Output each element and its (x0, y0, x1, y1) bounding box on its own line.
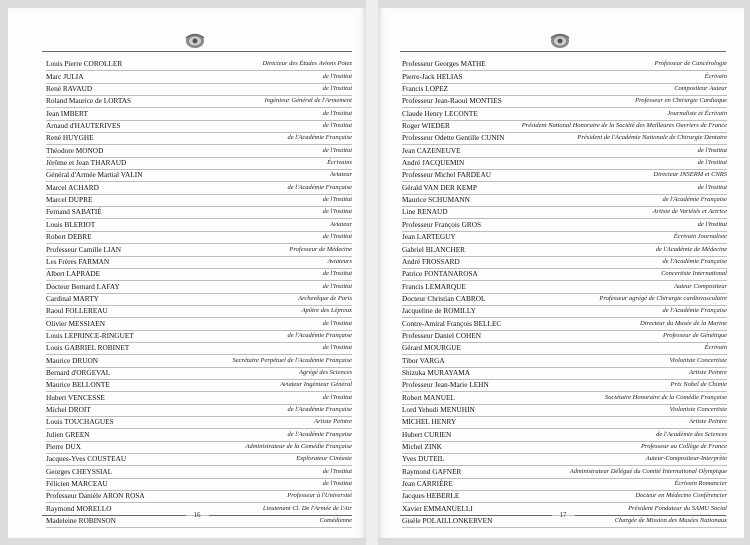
right-page (378, 8, 744, 538)
list-item (46, 158, 352, 170)
honoree-name: Patrice FONTANAROSA (402, 269, 478, 279)
honoree-name: Marcel ACHARD (46, 182, 99, 192)
honoree-name: Jacques-Yves COUSTEAU (46, 454, 127, 464)
honoree-title: de l'Institut (322, 344, 352, 352)
honoree-name: Robert MANUEL (402, 392, 455, 402)
honoree-title: Écrivain Romancier (674, 480, 727, 488)
honoree-name: Louis BLERIOT (46, 219, 96, 229)
honoree-title: de l'Institut (322, 467, 352, 475)
list-item (402, 454, 727, 466)
honoree-title: Artiste Peintre (689, 418, 727, 426)
honoree-title: Ingénieur Général de l'Armement (264, 97, 352, 105)
honoree-title: Violoniste Concertiste (669, 356, 727, 364)
list-item (46, 417, 352, 429)
list-item (46, 232, 352, 244)
list-item (46, 331, 352, 343)
honoree-name: Jean IMBERT (46, 108, 88, 118)
honoree-title: Président National Honoraire de la Société des Meilleures Ouvriers de France (521, 122, 727, 130)
honoree-name: Théodore MONOD (46, 145, 104, 155)
honoree-title: de l'Institut (322, 196, 352, 204)
list-item (402, 417, 727, 429)
list-item (402, 269, 727, 281)
list-item (402, 294, 727, 306)
list-item (46, 429, 352, 441)
honoree-name: Professeur Jean-Raoul MONTIES (402, 96, 502, 106)
honoree-name: Raoul FOLLEREAU (46, 306, 108, 316)
honoree-title: Écrivains (327, 159, 352, 167)
honoree-name: Marc JULIA (46, 71, 84, 81)
list-item (402, 145, 727, 157)
list-item (46, 170, 352, 182)
honoree-title: de l'Institut (322, 122, 352, 130)
honoree-name: Raymond GAFNER (402, 466, 462, 476)
honoree-name: Professeur Georges MATHE (402, 59, 486, 69)
honoree-title: Archevêque de Paris (298, 294, 352, 302)
honoree-name: Louis TOUCHAGUES (46, 417, 114, 427)
honoree-name: Tibor VARGA (402, 355, 445, 365)
honoree-title: de l'Institut (322, 480, 352, 488)
honoree-title: de l'Institut (697, 146, 727, 154)
honoree-title: de l'Académie Française (287, 405, 352, 413)
honoree-name: Hubert CURIEN (402, 429, 452, 439)
honoree-name: Professeur Daniel COHEN (402, 330, 482, 340)
honoree-title: Professeur de Génétique (662, 331, 727, 339)
honoree-name: René RAVAUD (46, 84, 93, 94)
page-number: 17 (559, 511, 567, 519)
honoree-name: André JACQUEMIN (402, 158, 465, 168)
honoree-name: Professeur Odette Gentille CUNIN (402, 133, 505, 143)
list-item (46, 244, 352, 256)
honoree-name: Docteur Christian CABROL (402, 293, 486, 303)
list-item (46, 133, 352, 145)
honoree-title: Chargée de Mission des Musées Nationaux (614, 517, 727, 525)
list-item (402, 392, 727, 404)
honoree-title: Prix Nobel de Chimie (670, 381, 727, 389)
honoree-title: Professeur au Collège de France (640, 443, 727, 450)
honoree-title: Artiste Peintre (314, 418, 352, 426)
honoree-name: Gabriel BLANCHER (402, 244, 466, 254)
list-item (402, 257, 727, 269)
honoree-title: de l'Institut (322, 282, 352, 290)
list-item (402, 219, 727, 231)
honoree-name: Michel DROIT (46, 404, 91, 414)
honoree-name: Arnaud d'HAUTERIVES (46, 121, 121, 131)
list-item (402, 84, 727, 96)
honoree-title: Lieutenant Cl. De l'Armée de l'Air (262, 504, 352, 512)
honoree-title: de l'Académie Française (662, 196, 727, 204)
honoree-name: Jean LARTEGUY (402, 232, 456, 242)
honoree-name: Albert LAPRADE (46, 269, 101, 279)
honoree-name: Professeur Michel FARDEAU (402, 170, 492, 180)
honoree-title: de l'Institut (322, 146, 352, 154)
list-item (402, 232, 727, 244)
honoree-name: André FROSSARD (402, 256, 460, 266)
list-item (46, 343, 352, 355)
honoree-name: Georges CHEYSSIAL (46, 466, 113, 476)
list-item (402, 182, 727, 194)
page-footer (400, 510, 726, 520)
honoree-title: Concertiste International (661, 270, 727, 278)
list-item (402, 195, 727, 207)
list-item (46, 59, 352, 71)
honoree-title: de l'Institut (322, 85, 352, 93)
list-item (46, 145, 352, 157)
honoree-title: Écrivain (704, 72, 727, 80)
list-item (402, 442, 727, 454)
list-item (402, 318, 727, 330)
honoree-title: Administrateur de la Comédie Française (245, 443, 352, 450)
footer-rule (575, 515, 727, 516)
honoree-title: de l'Institut (322, 233, 352, 241)
list-item (46, 392, 352, 404)
list-item (46, 84, 352, 96)
honoree-name: Jacqueline de ROMILLY (402, 306, 476, 316)
list-item (402, 96, 727, 108)
honoree-title: Agrégé des Sciences (298, 368, 352, 376)
honoree-title: de l'Académie Française (287, 183, 352, 191)
honoree-title: Explorateur Cinéaste (296, 455, 352, 463)
honoree-name: Louis GABRIEL ROBINET (46, 343, 130, 353)
honoree-name: Général d'Armée Martial VALIN (46, 170, 143, 180)
honoree-name: Madeleine ROBINSON (46, 516, 116, 526)
honoree-name: Gérard MOURGUE (402, 343, 461, 353)
honoree-name: Pierre-Jack HELIAS (402, 71, 463, 81)
list-item (46, 318, 352, 330)
honoree-name: Professeur François GROS (402, 219, 482, 229)
honoree-title: Professeur en Chirurgie Cardiaque (635, 97, 727, 105)
honoree-name: Professeur Jean-Marie LEHN (402, 380, 489, 390)
honoree-name: Maurice BELLONTE (46, 380, 110, 390)
honoree-name: Louis Pierre COROLLER (46, 59, 123, 69)
honoree-title: Comédienne (319, 517, 352, 525)
list-item (46, 257, 352, 269)
honoree-title: Directeur du Musée de la Marine (640, 319, 727, 327)
crest-emblem-icon (548, 30, 572, 50)
list-item (402, 429, 727, 441)
list-item (46, 442, 352, 454)
left-page (8, 8, 366, 538)
honoree-title: Président Fondateur du SAMU Social (628, 504, 727, 512)
honoree-title: de l'Académie des Sciences (656, 430, 727, 438)
list-item (402, 466, 727, 478)
honoree-title: Directeur INSERM et CNRS (653, 171, 727, 179)
honoree-name: Bernard d'ORGEVAL (46, 367, 111, 377)
honoree-title: Professeur de Cancérologie (654, 60, 727, 68)
list-item (402, 158, 727, 170)
list-item (402, 121, 727, 133)
honoree-name: René HUYGHE (46, 133, 94, 143)
honoree-name: Félicien MARCEAU (46, 479, 108, 489)
honoree-title: de l'Institut (697, 159, 727, 167)
honoree-title: Aviateur (329, 220, 352, 228)
honoree-name: Docteur Bernard LAFAY (46, 281, 120, 291)
honoree-name: Gisèle POLAILLONKERVEN (402, 516, 493, 526)
list-item (46, 368, 352, 380)
page-footer (42, 510, 352, 520)
honoree-name: Line RENAUD (402, 207, 448, 217)
honoree-title: Artiste Peintre (689, 368, 727, 376)
footer-rule (209, 515, 353, 516)
list-item (46, 207, 352, 219)
honoree-name: Jean CARRIÈRE (402, 479, 453, 489)
list-item (402, 108, 727, 120)
list-item (402, 59, 727, 71)
crest-emblem-icon (183, 30, 207, 50)
honoree-title: Administrateur Délégué du Comité International Olympique (569, 467, 727, 475)
honoree-name: Pierre DUX (46, 442, 82, 451)
honoree-title: de l'Institut (322, 208, 352, 216)
honoree-name: Hubert VENCESSE (46, 392, 105, 402)
list-item (46, 219, 352, 231)
honoree-name: Xavier EMMANUELLI (402, 503, 473, 513)
honoree-name: Cardinal MARTY (46, 293, 99, 303)
list-item (402, 380, 727, 392)
honoree-title: Aviateur (329, 171, 352, 179)
list-item (402, 491, 727, 503)
list-item (402, 331, 727, 343)
list-item (402, 479, 727, 491)
list-item (402, 170, 727, 182)
honoree-title: Secrétaire Perpétuel de l'Académie Française (232, 356, 352, 364)
honoree-name: Maurice SCHUMANN (402, 195, 470, 205)
list-item (46, 121, 352, 133)
honoree-title: de l'Académie Française (287, 134, 352, 142)
honoree-name: Francis LEMARQUE (402, 281, 466, 291)
honoree-title: de l'Institut (322, 109, 352, 117)
honoree-name: Shizuka MURAYAMA (402, 367, 471, 377)
list-item (46, 294, 352, 306)
honoree-title: Professeur à l'Université (287, 492, 352, 500)
honoree-list-right (402, 59, 727, 528)
list-item (46, 182, 352, 194)
honoree-title: de l'Académie de Médecine (655, 245, 727, 253)
list-item (402, 71, 727, 83)
page-number: 16 (193, 511, 201, 519)
book-gutter (366, 0, 378, 545)
list-item (402, 133, 727, 145)
honoree-title: de l'Académie Française (662, 307, 727, 315)
list-item (46, 454, 352, 466)
honoree-title: Écrivain (704, 344, 727, 352)
honoree-list-left (46, 59, 352, 528)
honoree-name: Jacques HEBERLE (402, 491, 460, 501)
honoree-title: Artiste de Variétés et Actrice (652, 208, 727, 216)
list-item (46, 108, 352, 120)
honoree-title: Aviateurs (327, 257, 352, 265)
honoree-name: Jérôme et Jean THARAUD (46, 158, 127, 168)
list-item (46, 466, 352, 478)
honoree-name: Marcel DUPRE (46, 195, 93, 205)
list-item (402, 306, 727, 318)
honoree-name: Gérald VAN DER KEMP (402, 182, 477, 192)
header-rule (400, 51, 726, 52)
list-item (46, 306, 352, 318)
honoree-name: Claude Henry LECONTE (402, 108, 478, 118)
list-item (46, 405, 352, 417)
honoree-title: Compositeur Auteur (674, 85, 727, 93)
honoree-name: Robert DEBRE (46, 232, 92, 242)
list-item (46, 281, 352, 293)
list-item (402, 355, 727, 367)
header-rule (42, 51, 352, 52)
footer-rule (42, 515, 186, 516)
list-item (46, 491, 352, 503)
honoree-title: de l'Académie Française (287, 430, 352, 438)
honoree-title: Apôtre des Lépreux (301, 307, 352, 315)
honoree-title: Auteur Compositeur (674, 282, 727, 290)
list-item (46, 355, 352, 367)
honoree-name: Michel ZINK (402, 442, 442, 451)
list-item (402, 343, 727, 355)
honoree-name: Olivier MESSIAEN (46, 318, 105, 328)
honoree-title: Professeur agrégé de Chirurgie cardiovasculaire (599, 294, 727, 302)
honoree-name: Roland Maurice de LORTAS (46, 96, 132, 106)
list-item (46, 195, 352, 207)
honoree-title: de l'Institut (322, 393, 352, 401)
honoree-name: Raymond MORELLO (46, 503, 112, 513)
honoree-title: Auteur-Compositeur-Interprète (645, 455, 727, 463)
honoree-title: de l'Institut (322, 319, 352, 327)
honoree-title: Sociétaire Honoraire de la Comédie Française (604, 393, 727, 401)
honoree-title: Violoniste Concertiste (669, 405, 727, 413)
honoree-title: Professeur de Médecine (289, 245, 352, 253)
honoree-title: de l'Académie Française (287, 331, 352, 339)
honoree-title: Directeur des Études Avions Potez (262, 60, 352, 68)
list-item (46, 380, 352, 392)
honoree-name: Jean CAZENEUVE (402, 145, 461, 155)
honoree-title: de l'Académie Française (662, 257, 727, 265)
honoree-name: Fernand SABATIÉ (46, 207, 102, 217)
honoree-name: Maurice DRUON (46, 355, 99, 365)
list-item (402, 207, 727, 219)
list-item (402, 405, 727, 417)
honoree-title: Président de l'Académie Nationale de Chirurgie Dentaire (577, 134, 727, 142)
honoree-name: Les Frères FARMAN (46, 256, 110, 266)
honoree-title: de l'Institut (697, 183, 727, 191)
list-item (402, 244, 727, 256)
honoree-name: Professeur Camille LIAN (46, 244, 121, 254)
list-item (402, 368, 727, 380)
honoree-name: Louis LEPRINCE-RINGUET (46, 330, 134, 340)
list-item (46, 71, 352, 83)
honoree-title: Docteur en Médecine Conférencier (635, 492, 727, 500)
honoree-title: Aviateur Ingénieur Général (280, 381, 352, 389)
honoree-name: Lord Yehudi MENUHIN (402, 404, 475, 414)
list-item (46, 269, 352, 281)
honoree-name: Contre-Amiral François BELLEC (402, 318, 502, 328)
honoree-title: de l'Institut (697, 220, 727, 228)
list-item (402, 281, 727, 293)
list-item (46, 96, 352, 108)
honoree-name: Roger WIEDER (402, 121, 450, 131)
honoree-name: MICHEL HENRY (402, 417, 457, 427)
honoree-title: Journaliste et Écrivain (667, 109, 727, 117)
honoree-name: Julien GREEN (46, 429, 90, 439)
footer-rule (400, 515, 552, 516)
honoree-name: Yves DUTEIL (402, 454, 445, 464)
honoree-title: Écrivain Journaliste (673, 233, 727, 241)
honoree-name: Francis LOPEZ (402, 84, 449, 94)
honoree-title: de l'Institut (322, 72, 352, 80)
list-item (46, 479, 352, 491)
honoree-name: Professeur Danièle ARON ROSA (46, 491, 145, 501)
honoree-title: de l'Institut (322, 270, 352, 278)
